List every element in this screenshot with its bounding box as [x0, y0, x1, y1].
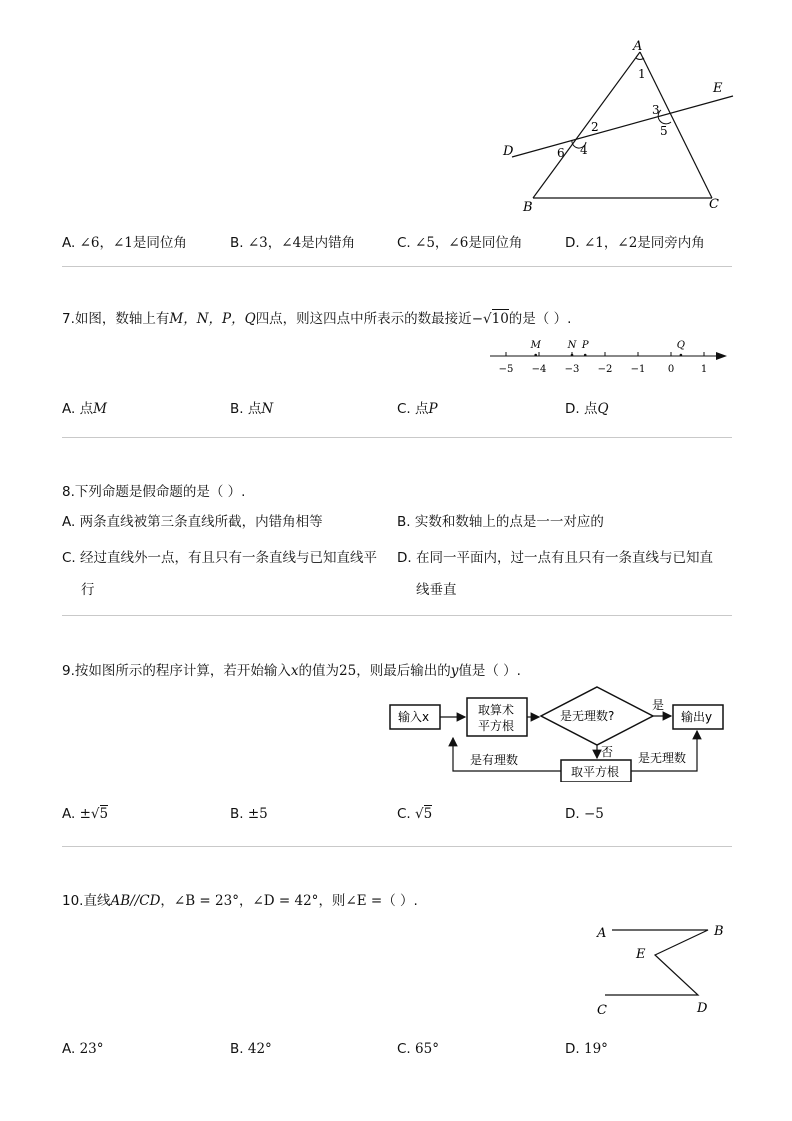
- stem-text: 值是（ ）.: [458, 663, 521, 679]
- option-letter: D.: [565, 1041, 580, 1057]
- separator: ，: [434, 235, 449, 251]
- label-6: 6: [557, 146, 565, 160]
- option-text: 是同位角: [132, 235, 187, 251]
- option-var: P: [428, 401, 438, 417]
- stem-angle-b: ∠B = 23°: [173, 893, 239, 909]
- label-d: D: [503, 144, 514, 159]
- option-var: M: [93, 401, 107, 417]
- number-line-point-label: N: [567, 340, 577, 351]
- no-label: 否: [601, 745, 614, 759]
- label-1: 1: [638, 67, 646, 81]
- stem-text: （ ）.: [382, 893, 418, 909]
- number-line-tick-label: 0: [667, 364, 675, 375]
- number-line-tick-label: −4: [531, 364, 547, 375]
- q6-option-a[interactable]: [62, 231, 187, 251]
- number-line-tick-label: −3: [564, 364, 580, 375]
- option-letter: D.: [397, 550, 412, 566]
- number-line-tick-label: −1: [630, 364, 646, 375]
- stem-text: ，则最后输出的: [356, 663, 451, 679]
- q6-triangle-figure: [490, 35, 750, 220]
- option-text: 是内错角: [301, 235, 356, 251]
- number-line-point: [584, 354, 587, 357]
- q10-option-a[interactable]: [62, 1041, 104, 1057]
- stem-var-y: y: [450, 663, 459, 679]
- number-line-tick-label: −2: [597, 364, 613, 375]
- option-letter: D.: [565, 806, 580, 822]
- option-letter: A.: [62, 806, 76, 822]
- sqrt-radicand: 10: [491, 311, 509, 327]
- option-text: 两条直线被第三条直线所截，内错角相等: [79, 514, 323, 530]
- option-text: 点: [247, 401, 262, 417]
- option-value: ±5: [247, 806, 268, 822]
- arith-sqrt-label-1: 取算术: [478, 703, 515, 717]
- label-4: 4: [580, 143, 588, 157]
- take-sqrt-label: 取平方根: [571, 765, 620, 779]
- q8-option-d[interactable]: [397, 542, 713, 606]
- label-b: B: [714, 924, 724, 939]
- option-var: N: [261, 401, 274, 417]
- q7-option-c[interactable]: [397, 397, 438, 417]
- option-text: 是同旁内角: [637, 235, 705, 251]
- option-letter: B.: [230, 235, 244, 251]
- q10-figure: [590, 918, 735, 1020]
- angle-4: ∠4: [281, 235, 302, 251]
- number-line-tick-label: 1: [700, 364, 708, 375]
- number-line-point: [571, 354, 574, 357]
- q9-option-b[interactable]: [230, 806, 268, 822]
- input-label: 输入x: [398, 710, 430, 724]
- separator: ，: [99, 235, 113, 251]
- angle-3: ∠3: [247, 235, 268, 251]
- sqrt-sign: √: [90, 806, 100, 822]
- angle-2: ∠2: [617, 235, 638, 251]
- q8-option-c[interactable]: [62, 542, 377, 606]
- line-de: [512, 96, 733, 157]
- q6-option-c[interactable]: [397, 231, 522, 251]
- number-line-tick-label: −5: [498, 364, 514, 375]
- option-letter: A.: [62, 235, 76, 251]
- label-5: 5: [660, 124, 668, 138]
- label-c: C: [597, 1003, 607, 1018]
- label-3: 3: [652, 103, 660, 117]
- irrational-label: 是无理数: [638, 751, 687, 765]
- side-ab: [533, 52, 640, 198]
- divider: [62, 266, 732, 267]
- q8-option-a[interactable]: [62, 510, 323, 530]
- option-letter: D.: [565, 235, 580, 251]
- stem-var-x: x: [290, 663, 299, 679]
- q10-option-c[interactable]: [397, 1041, 439, 1057]
- option-letter: C.: [397, 806, 411, 822]
- option-letter: B.: [230, 401, 244, 417]
- option-text-line2: 行: [81, 582, 95, 598]
- number-line-point-label: P: [581, 340, 589, 351]
- q10-stem: [62, 889, 418, 909]
- arith-sqrt-label-2: 平方根: [478, 719, 515, 733]
- option-letter: C.: [397, 401, 411, 417]
- q8-stem: 8.下列命题是假命题的是（ ）.: [62, 484, 246, 500]
- label-c: C: [709, 197, 719, 212]
- stem-vars: M，N，P，Q: [169, 311, 256, 327]
- q7-number-line: [485, 332, 730, 380]
- option-letter: C.: [62, 550, 76, 566]
- q9-stem: [62, 659, 521, 679]
- decision-label: 是无理数?: [560, 709, 615, 723]
- option-letter: B.: [397, 514, 411, 530]
- q10-option-d[interactable]: [565, 1041, 608, 1057]
- stem-text: 的是（ ）.: [508, 311, 572, 327]
- option-text-line1: 经过直线外一点，有且只有一条直线与已知直线平: [80, 550, 378, 566]
- plus-minus: ±: [79, 806, 91, 822]
- option-letter: A.: [62, 514, 76, 530]
- label-e: E: [713, 81, 723, 96]
- option-letter: B.: [230, 1041, 244, 1057]
- option-text-line2: 线垂直: [416, 582, 457, 598]
- stem-parallel: AB//CD: [110, 893, 161, 909]
- label-a: A: [597, 926, 607, 941]
- separator: ，: [160, 893, 174, 909]
- number-line-point: [680, 354, 683, 357]
- minus-sign: −: [471, 311, 483, 327]
- stem-text: 9.按如图所示的程序计算，若开始输入: [62, 663, 291, 679]
- separator: ，: [603, 235, 618, 251]
- sqrt-radicand: 5: [423, 806, 433, 822]
- stem-text: 10.直线: [62, 893, 111, 909]
- label-a: A: [633, 39, 643, 54]
- divider: [62, 437, 732, 438]
- option-letter: C.: [397, 1041, 411, 1057]
- q7-stem: [62, 307, 571, 327]
- angle-1: ∠1: [583, 235, 604, 251]
- angle-1: ∠1: [113, 235, 133, 251]
- sqrt-sign: √: [483, 311, 492, 327]
- q9-option-a[interactable]: [62, 806, 108, 822]
- option-letter: C.: [397, 235, 411, 251]
- option-text-line1: 在同一平面内，过一点有且只有一条直线与已知直: [415, 550, 713, 566]
- q7-option-a[interactable]: [62, 397, 107, 417]
- option-value: −5: [583, 806, 604, 822]
- angle-6: ∠6: [448, 235, 469, 251]
- number-line-point: [534, 354, 537, 357]
- stem-angle-e: ∠E =: [345, 893, 383, 909]
- option-value: 65°: [415, 1041, 439, 1057]
- option-text: 实数和数轴上的点是一一对应的: [414, 514, 604, 530]
- q9-flowchart: [385, 682, 730, 782]
- stem-value: 25: [339, 663, 357, 679]
- q6-option-b[interactable]: [230, 231, 355, 251]
- zigzag-lines: [605, 930, 708, 995]
- stem-text: 7.如图，数轴上有: [62, 311, 170, 327]
- option-value: 42°: [247, 1041, 272, 1057]
- label-d: D: [697, 1001, 708, 1016]
- option-letter: D.: [565, 401, 580, 417]
- divider: [62, 846, 732, 847]
- q7-option-b[interactable]: [230, 397, 273, 417]
- side-ac: [640, 52, 712, 198]
- q8-option-b[interactable]: [397, 510, 604, 530]
- stem-text: 四点，则这四点中所表示的数最接近: [255, 311, 472, 327]
- output-label: 输出y: [681, 710, 713, 724]
- angle-6: ∠6: [79, 235, 100, 251]
- label-e: E: [636, 947, 646, 962]
- option-value: 23°: [79, 1041, 104, 1057]
- number-line-point-label: Q: [676, 340, 686, 351]
- number-line-point-label: M: [530, 340, 541, 351]
- sqrt-sign: √: [415, 806, 424, 822]
- axis-arrow: [716, 352, 727, 360]
- separator: ，: [238, 893, 253, 909]
- separator: ，: [267, 235, 282, 251]
- option-letter: A.: [62, 1041, 76, 1057]
- option-text: 点: [583, 401, 598, 417]
- option-letter: A.: [62, 401, 76, 417]
- option-text: 点: [79, 401, 94, 417]
- stem-text: ，则: [318, 893, 346, 909]
- option-var: Q: [597, 401, 609, 417]
- option-text: 点: [415, 401, 429, 417]
- q9-option-c[interactable]: [397, 806, 432, 822]
- sqrt-radicand: 5: [99, 806, 109, 822]
- option-letter: B.: [230, 806, 244, 822]
- q10-option-b[interactable]: [230, 1041, 272, 1057]
- divider: [62, 615, 732, 616]
- yes-label: 是: [652, 698, 665, 712]
- stem-angle-d: ∠D = 42°: [252, 893, 319, 909]
- rational-label: 是有理数: [470, 753, 519, 767]
- stem-text: 的值为: [298, 663, 340, 679]
- option-value: 19°: [583, 1041, 608, 1057]
- q9-option-d[interactable]: [565, 806, 604, 822]
- label-b: B: [523, 200, 533, 215]
- angle-5: ∠5: [415, 235, 435, 251]
- q7-option-d[interactable]: [565, 397, 609, 417]
- q6-option-d[interactable]: [565, 231, 705, 251]
- option-text: 是同位角: [468, 235, 523, 251]
- label-2: 2: [591, 120, 599, 134]
